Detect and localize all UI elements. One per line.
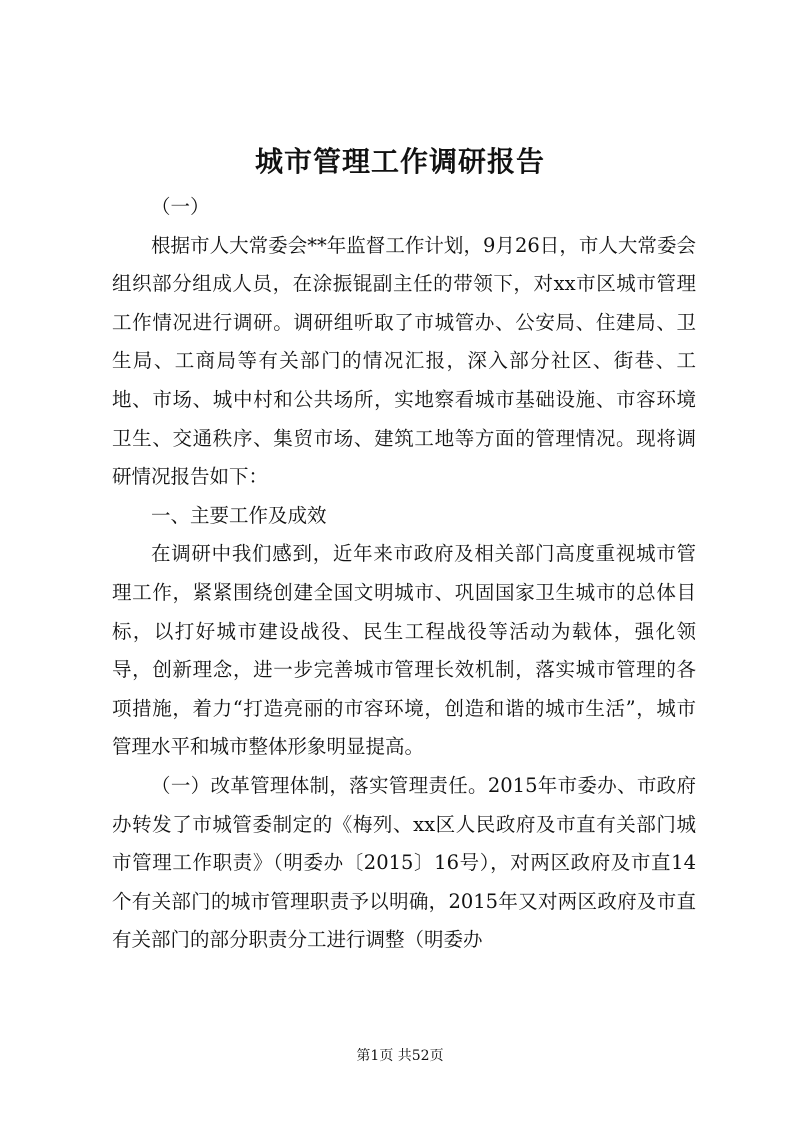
paragraph-summary: 在调研中我们感到，近年来市政府及相关部门高度重视城市管理工作，紧紧围绕创建全国文明城市、巩固国家卫生城市的总体目标，以打好城市建设战役、民生工程战役等活动为载体，强化领导，创新理念，进一步完善城市管理长效机制，落实城市管理的各项措施，着力“打造亮丽的市容环境，创造和谐的城市生活”，城市管理水平和城市整体形象明显提高。: [112, 542, 696, 759]
document-body: [112, 188, 696, 960]
paragraph-item-1: （一）改革管理体制，落实管理责任。2015年市委办、市政府办转发了市城管委制定的《梅列、xx区人民政府及市直有关部门城市管理工作职责》（明委办〔2015〕16号），对两区政府及市直14个有关部门的城市管理职责予以明确，2015年又对两区政府及市直有关部门的部分职责分工进行调整（明委办: [112, 773, 696, 952]
section-marker: （一）: [151, 195, 210, 218]
paragraph-intro: 根据市人大常委会**年监督工作计划，9月26日，市人大常委会组织部分组成人员，在涂振锟副主任的带领下，对xx市区城市管理工作情况进行调研。调研组听取了市城管办、公安局、住建局、卫生局、工商局等有关部门的情况汇报，深入部分社区、街巷、工地、市场、城中村和公共场所，实地察看城市基础设施、市容环境卫生、交通秩序、集贸市场、建筑工地等方面的管理情况。现将调研情况报告如下：: [112, 233, 696, 489]
page-indicator: 第1页 共52页: [356, 1048, 444, 1064]
section-heading: 一、主要工作及成效: [151, 503, 327, 527]
document-title: 城市管理工作调研报告: [254, 145, 545, 178]
